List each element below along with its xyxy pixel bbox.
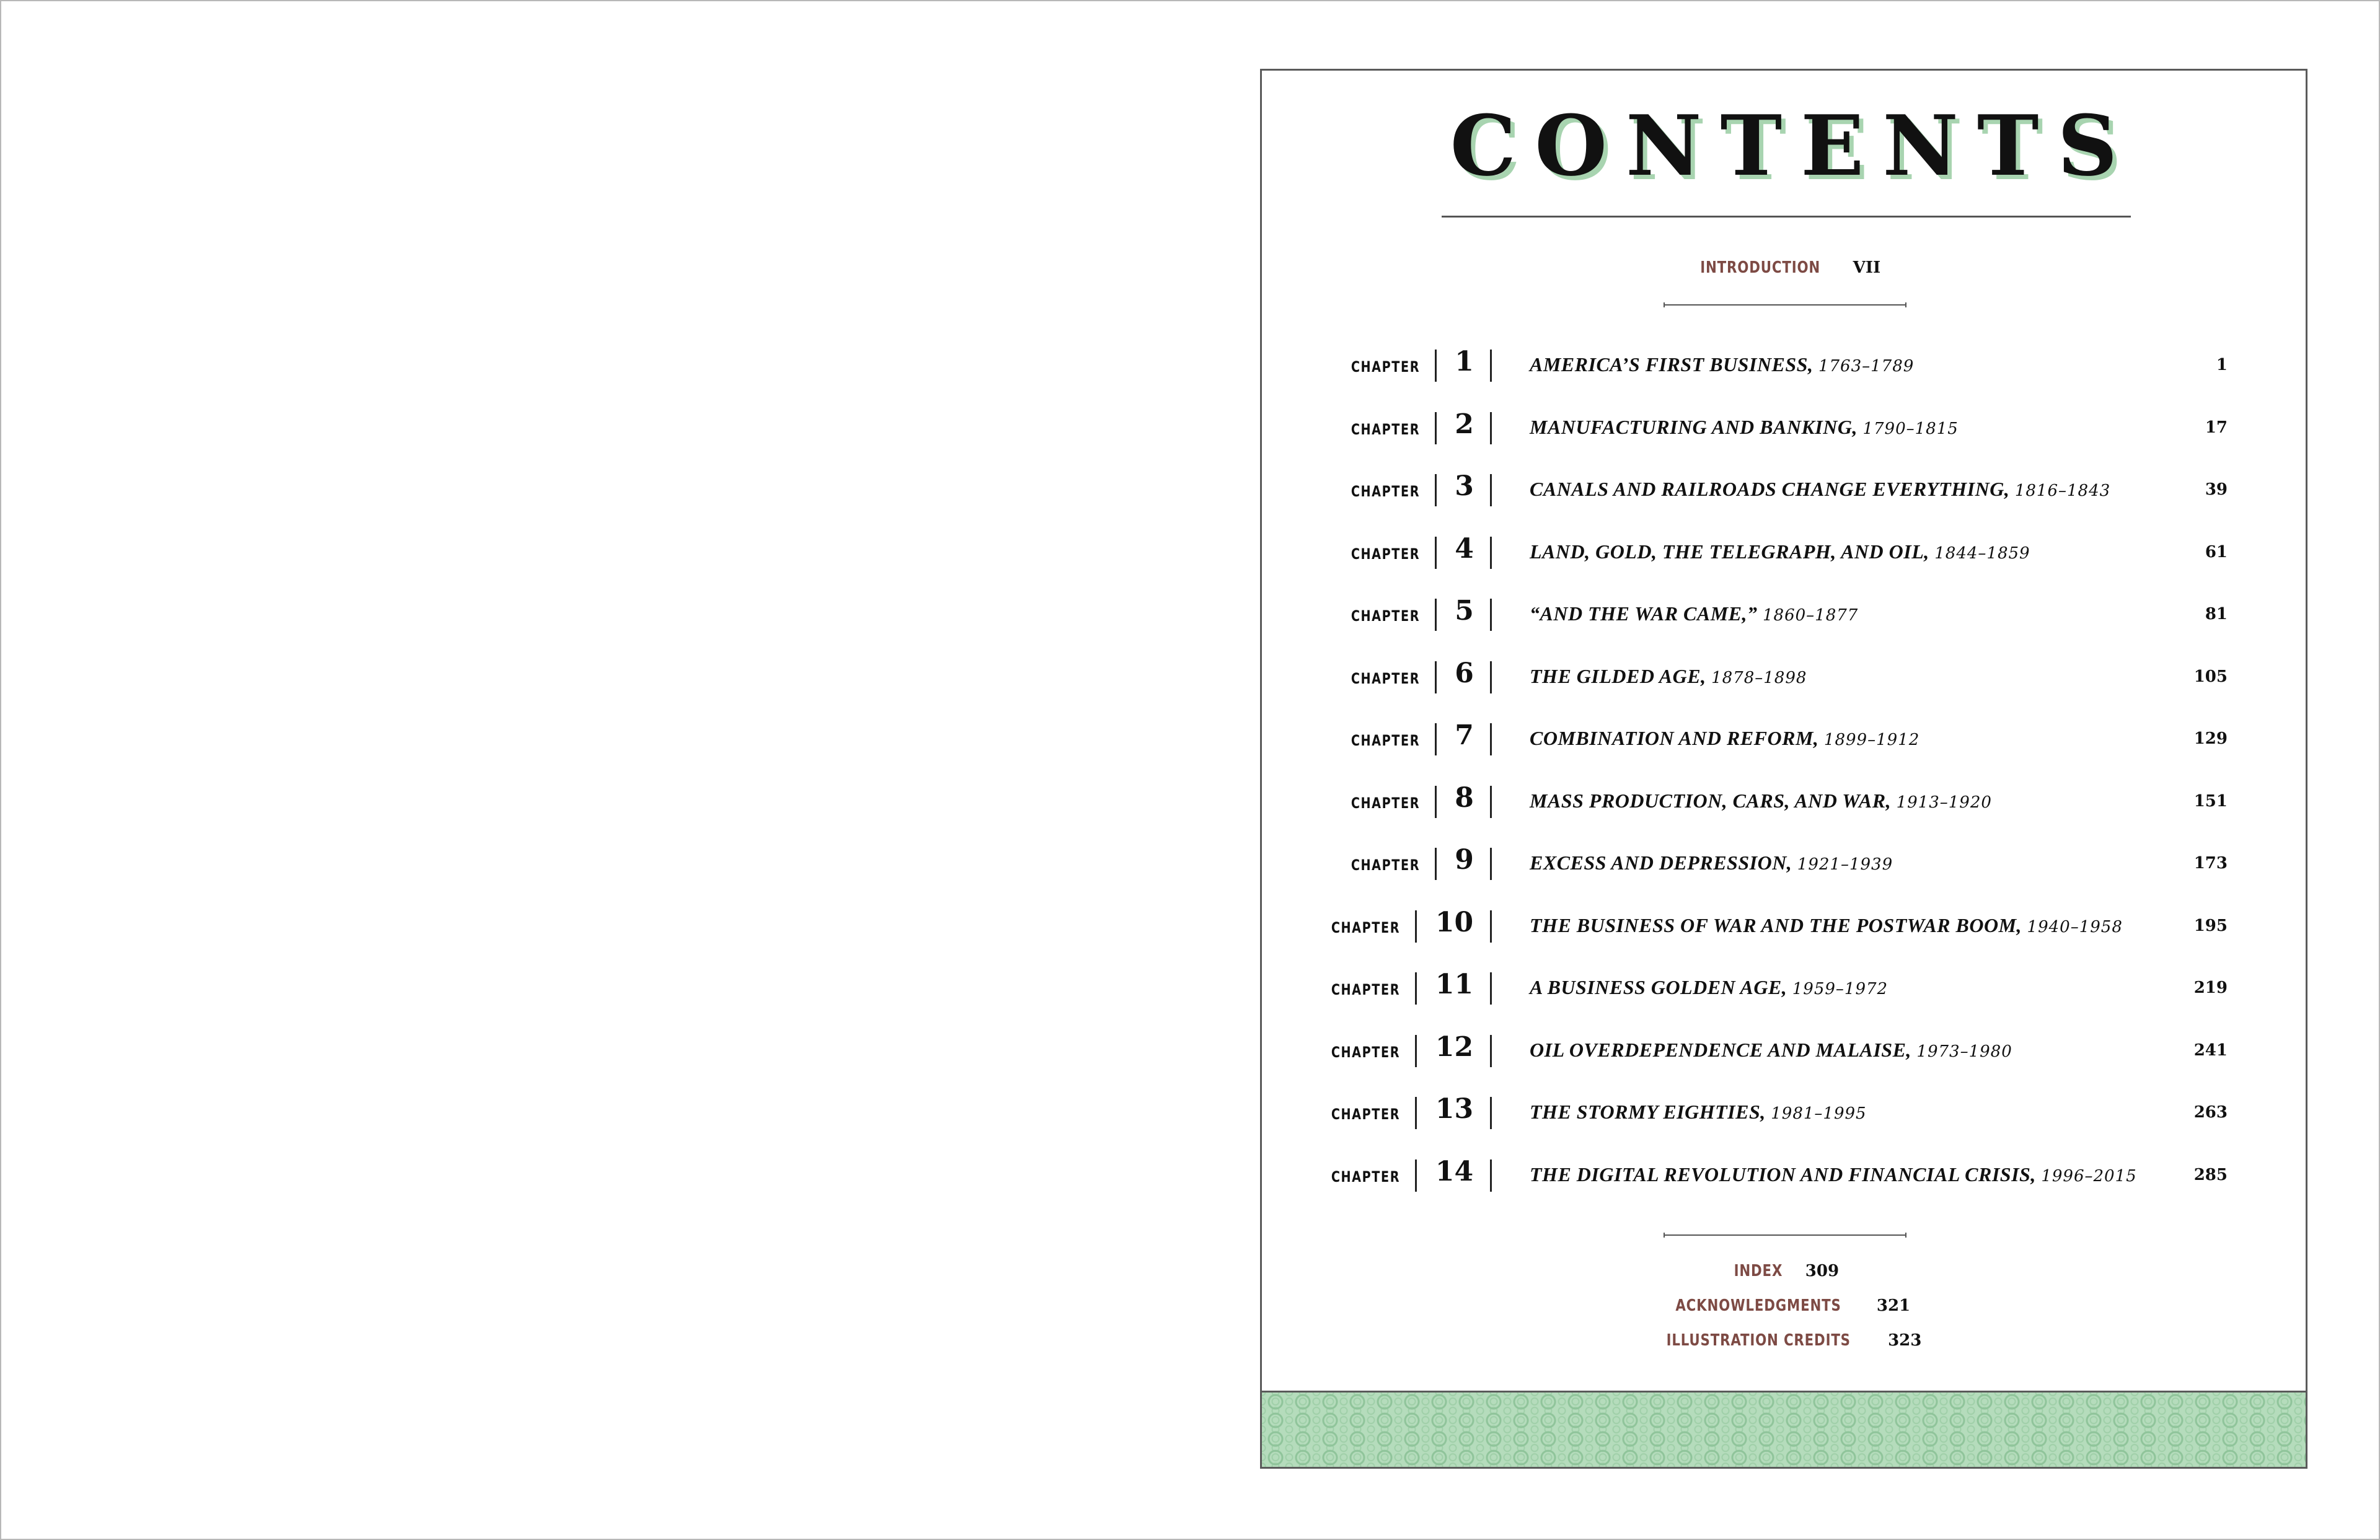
chapter-row[interactable] [1262,470,2306,510]
chapter-number: 4 [1455,533,1474,565]
chapter-label: CHAPTER [1351,358,1420,376]
introduction-page-number: VII [1853,258,1881,277]
chapter-page-number: 81 [2205,605,2228,623]
chapter-title [1530,1039,2012,1062]
chapter-label: CHAPTER [1331,1044,1400,1061]
chapter-page-number: 129 [2193,729,2228,748]
chapter-row[interactable] [1262,408,2306,448]
illustration-credits-entry[interactable] [1262,1331,2306,1350]
chapter-years: 1973–1980 [1916,1042,2012,1061]
chapter-label: CHAPTER [1351,732,1420,749]
chapter-years: 1790–1815 [1862,420,1959,438]
chapter-title-text: OIL OVERDEPENDENCE AND MALAISE, [1530,1039,1911,1061]
chapter-number: 3 [1455,470,1474,502]
chapter-row[interactable] [1262,348,2306,385]
chapter-page-number: 195 [2193,917,2228,935]
ornament-divider-bottom [1664,1234,1906,1236]
chapter-number-bar-right [1490,848,1492,880]
chapter-row[interactable] [1262,1093,2306,1133]
chapter-label: CHAPTER [1351,483,1420,500]
chapter-years: 1860–1877 [1763,606,1859,625]
chapter-number-bar-right [1490,723,1492,755]
chapter-number-bar-right [1490,1159,1492,1192]
chapter-title [1530,540,2030,563]
chapter-number-bar-left [1435,723,1437,755]
chapter-number: 9 [1455,844,1474,876]
chapter-page-number: 285 [2193,1166,2228,1184]
acknowledgments-label: ACKNOWLEDGMENTS [1675,1296,1841,1315]
chapter-title-text: MASS PRODUCTION, CARS, AND WAR, [1530,790,1892,812]
page-title: CONTENTS [1450,97,2136,195]
chapter-number-bar-left [1435,786,1437,818]
chapter-label: CHAPTER [1331,981,1400,998]
chapter-title-text: THE BUSINESS OF WAR AND THE POSTWAR BOOM, [1530,914,2022,936]
chapter-number-bar-right [1490,661,1492,693]
chapter-page-number: 39 [2205,480,2228,499]
chapter-page-number: 61 [2205,543,2228,561]
chapter-number-bar-left [1435,350,1437,382]
chapter-number-bar-left [1435,599,1437,631]
index-entry[interactable] [1262,1262,2306,1280]
chapter-number-bar-left [1435,474,1437,506]
chapter-years: 1981–1995 [1771,1104,1867,1123]
chapter-row[interactable] [1262,844,2306,884]
index-page-number: 309 [1805,1262,1840,1280]
chapter-number: 12 [1435,1031,1474,1063]
chapter-page-number: 173 [2193,854,2228,873]
chapter-row[interactable] [1262,971,2306,1008]
chapter-page-number: 105 [2193,667,2228,686]
introduction-label: INTRODUCTION [1700,258,1820,277]
chapter-title-text: A BUSINESS GOLDEN AGE, [1530,976,1787,998]
chapter-title [1530,478,2110,501]
chapter-number: 1 [1455,346,1474,377]
chapter-number-bar-left [1435,848,1437,880]
illustration-credits-label: ILLUSTRATION CREDITS [1666,1331,1851,1350]
chapter-years: 1996–2015 [2041,1167,2137,1186]
chapter-number-bar-right [1490,474,1492,506]
chapter-years: 1959–1972 [1792,980,1889,998]
chapter-page-number: 151 [2193,792,2228,811]
chapter-number: 8 [1455,782,1474,814]
chapter-number-bar-right [1490,910,1492,943]
chapter-number-bar-right [1490,972,1492,1005]
chapter-number-bar-left [1415,1097,1417,1129]
chapter-list [1262,71,2306,1467]
chapter-page-number: 1 [2216,356,2228,374]
chapter-row[interactable] [1262,719,2306,759]
chapter-number-bar-right [1490,599,1492,631]
chapter-number: 7 [1455,719,1474,751]
chapter-number-bar-right [1490,350,1492,382]
chapter-number-bar-right [1490,537,1492,569]
chapter-title [1530,914,2123,937]
chapter-number: 6 [1455,658,1474,689]
chapter-number: 14 [1435,1156,1474,1187]
index-label: INDEX [1734,1262,1783,1280]
chapter-years: 1921–1939 [1797,855,1893,874]
chapter-number-bar-right [1490,786,1492,818]
chapter-number: 5 [1455,595,1474,627]
chapter-number: 10 [1435,907,1474,938]
chapter-number: 13 [1435,1093,1474,1125]
chapter-row[interactable] [1262,660,2306,697]
chapter-label: CHAPTER [1351,794,1420,812]
chapter-row[interactable] [1262,1031,2306,1071]
chapter-number: 2 [1455,408,1474,440]
chapter-title [1530,602,1858,625]
chapter-label: CHAPTER [1331,1106,1400,1123]
chapter-title [1530,727,1919,750]
chapter-label: CHAPTER [1351,421,1420,438]
acknowledgments-page-number: 321 [1876,1296,1911,1315]
chapter-years: 1763–1789 [1818,357,1915,376]
chapter-title [1530,1101,1867,1124]
acknowledgments-entry[interactable] [1262,1296,2306,1315]
chapter-number-bar-left [1435,537,1437,569]
chapter-years: 1899–1912 [1823,731,1920,749]
chapter-number-bar-left [1415,1159,1417,1192]
chapter-title-text: EXCESS AND DEPRESSION, [1530,851,1792,874]
chapter-title-text: LAND, GOLD, THE TELEGRAPH, AND OIL, [1530,540,1929,563]
chapter-title [1530,665,1807,688]
chapter-label: CHAPTER [1351,856,1420,874]
chapter-page-number: 241 [2193,1041,2228,1060]
chapter-number-bar-left [1415,972,1417,1005]
chapter-number-bar-left [1435,661,1437,693]
chapter-title-text: “AND THE WAR CAME,” [1530,602,1758,625]
illustration-credits-page-number: 323 [1888,1331,1922,1350]
chapter-title-text: THE DIGITAL REVOLUTION AND FINANCIAL CRISIS, [1530,1163,2036,1186]
chapter-years: 1844–1859 [1934,544,2030,563]
decorative-pattern-band [1262,1391,2306,1467]
chapter-row[interactable] [1262,535,2306,573]
chapter-years: 1940–1958 [2027,918,2123,936]
chapter-title [1530,416,1959,439]
chapter-page-number: 263 [2193,1103,2228,1122]
chapter-title-text: THE GILDED AGE, [1530,665,1706,687]
chapter-page-number: 219 [2193,979,2228,997]
chapter-years: 1913–1920 [1896,793,1992,812]
chapter-number-bar-right [1490,1035,1492,1067]
chapter-title-text: CANALS AND RAILROADS CHANGE EVERYTHING, [1530,478,2010,500]
chapter-row[interactable] [1262,597,2306,635]
chapter-row[interactable] [1262,909,2306,946]
chapter-label: CHAPTER [1351,670,1420,687]
chapter-title-text: THE STORMY EIGHTIES, [1530,1101,1766,1123]
chapter-years: 1878–1898 [1711,669,1807,687]
chapter-row[interactable] [1262,1158,2306,1195]
chapter-label: CHAPTER [1351,607,1420,625]
chapter-title-text: COMBINATION AND REFORM, [1530,727,1819,749]
chapter-title [1530,1163,2137,1186]
chapter-years: 1816–1843 [2014,482,2111,500]
chapter-number-bar-left [1415,1035,1417,1067]
chapter-number-bar-left [1415,910,1417,943]
chapter-title [1530,851,1893,874]
chapter-number-bar-right [1490,412,1492,444]
chapter-label: CHAPTER [1351,545,1420,563]
chapter-title [1530,976,1888,999]
chapter-number-bar-right [1490,1097,1492,1129]
chapter-title [1530,353,1914,376]
chapter-label: CHAPTER [1331,1168,1400,1186]
chapter-number: 11 [1435,969,1474,1000]
chapter-label: CHAPTER [1331,919,1400,936]
chapter-title-text: MANUFACTURING AND BANKING, [1530,416,1858,438]
contents-page [1260,69,2307,1469]
chapter-title-text: AMERICA’S FIRST BUSINESS, [1530,353,1814,376]
chapter-title [1530,790,1992,812]
chapter-page-number: 17 [2205,418,2228,437]
chapter-number-bar-left [1435,412,1437,444]
chapter-row[interactable] [1262,782,2306,822]
